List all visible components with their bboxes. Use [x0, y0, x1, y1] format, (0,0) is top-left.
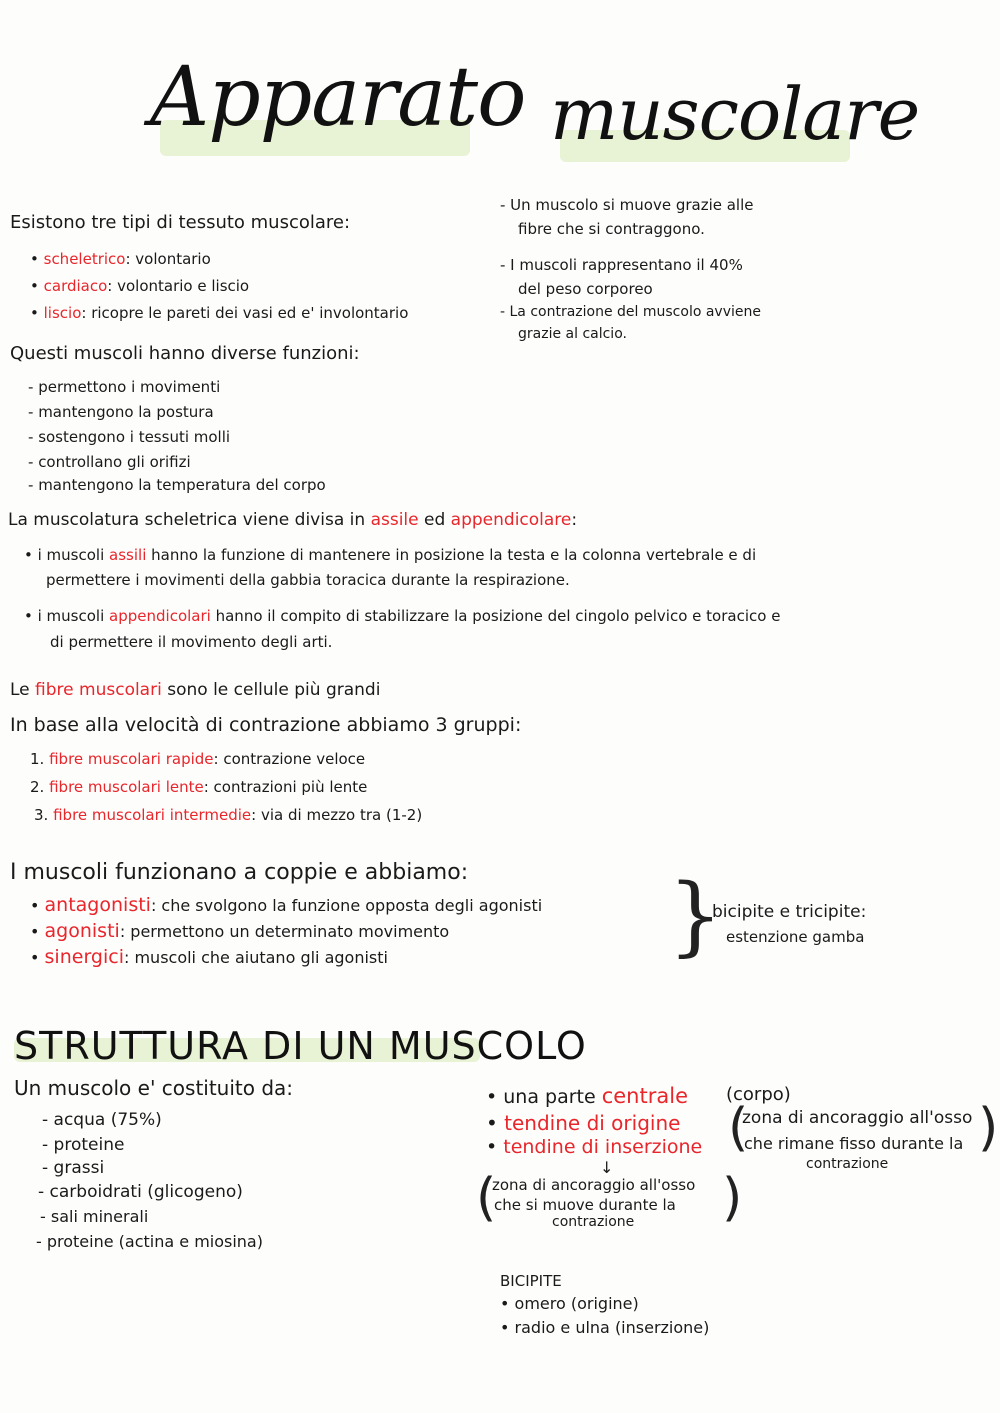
fiber-group-name: fibre muscolari rapide — [49, 750, 214, 768]
component-item: - carboidrati (glicogeno) — [38, 1182, 243, 1202]
tissue-heading: Esistono tre tipi di tessuto muscolare: — [10, 212, 351, 233]
function-item: - mantengono la postura — [28, 403, 214, 421]
side-note-line: - La contrazione del muscolo avviene — [500, 304, 761, 320]
origin-note-paren-right: ) — [978, 1098, 999, 1158]
bullet-text: hanno il compito di stabilizzare la posizione del cingolo pelvico e toracico e — [215, 607, 781, 625]
bullet-text: i muscoli — [37, 607, 105, 625]
example-item: • radio e ulna (inserzione) — [500, 1318, 709, 1337]
fibers-groups-heading: In base alla velocità di contrazione abbiamo 3 gruppi: — [10, 714, 522, 736]
fibers-text: sono le cellule più grandi — [167, 680, 381, 700]
insertion-note-line2: che si muove durante la — [494, 1196, 676, 1214]
fiber-group-item — [34, 806, 422, 824]
part-origin — [486, 1111, 680, 1135]
component-item: - acqua (75%) — [42, 1110, 162, 1130]
tissue-type-name: liscio — [43, 304, 82, 322]
appendicular-bullet-line2: di permettere il movimento degli arti. — [50, 633, 333, 651]
component-item: - proteine (actina e miosina) — [36, 1232, 263, 1251]
axial-term: assile — [370, 510, 419, 530]
fiber-group-name: fibre muscolari lente — [49, 778, 204, 796]
pair-term: agonisti — [44, 920, 120, 942]
side-note-line: - Un muscolo si muove grazie alle — [500, 196, 754, 214]
function-item: - permettono i movimenti — [28, 378, 220, 396]
part-central — [486, 1084, 688, 1108]
skeletal-intro-colon: : — [571, 510, 578, 530]
bullet-text: hanno la funzione di mantenere in posizione la testa e la colonna vertebrale e di — [151, 546, 757, 564]
component-item: - grassi — [42, 1158, 104, 1178]
fiber-group-item — [30, 750, 365, 768]
functions-heading: Questi muscoli hanno diverse funzioni: — [10, 343, 360, 364]
side-note-line: del peso corporeo — [518, 280, 653, 298]
tissue-type-smooth — [30, 304, 408, 322]
pair-term: sinergici — [44, 946, 124, 968]
part-term: centrale — [601, 1084, 688, 1108]
bullet-text: i muscoli — [37, 546, 105, 564]
fibers-text: Le — [10, 680, 30, 700]
insertion-note-paren-right: ) — [722, 1168, 743, 1228]
pair-example-line1: bicipite e tricipite: — [712, 902, 867, 922]
insertion-note-line1: zona di ancoraggio all'osso — [492, 1176, 696, 1194]
pair-example-line2: estenzione gamba — [726, 928, 865, 946]
fiber-group-num: 2. — [30, 778, 45, 796]
function-item: - controllano gli orifizi — [28, 453, 191, 471]
component-item: - sali minerali — [40, 1207, 148, 1226]
side-note-line: - I muscoli rappresentano il 40% — [500, 256, 743, 274]
structure-intro: Un muscolo e' costituito da: — [14, 1076, 294, 1100]
appendicular-term: appendicolari — [109, 607, 211, 625]
function-item: - sostengono i tessuti molli — [28, 428, 230, 446]
tissue-type-skeletal — [30, 250, 211, 268]
origin-note-paren-left: ( — [728, 1098, 749, 1158]
pair-desc: : permettono un determinato movimento — [119, 922, 450, 941]
skeletal-intro-text: La muscolatura scheletrica viene divisa in — [8, 510, 366, 530]
tissue-type-desc: : volontario — [125, 250, 211, 268]
origin-note-line1: zona di ancoraggio all'osso — [742, 1108, 973, 1128]
part-term: tendine di inserzione — [503, 1136, 703, 1158]
insertion-note-line3: contrazione — [552, 1214, 635, 1230]
axial-bullet-line2: permettere i movimenti della gabbia toracica durante la respirazione. — [46, 571, 570, 589]
example-item: • omero (origine) — [500, 1294, 639, 1313]
axial-term: assili — [109, 546, 147, 564]
pair-term: antagonisti — [44, 894, 151, 916]
part-central-note: (corpo) — [726, 1084, 791, 1105]
origin-note-line3: contrazione — [806, 1156, 889, 1172]
fibers-intro — [10, 680, 380, 700]
skeletal-intro — [8, 510, 577, 530]
curly-brace: } — [668, 866, 723, 966]
tissue-type-name: cardiaco — [43, 277, 108, 295]
fiber-group-num: 1. — [30, 750, 45, 768]
fiber-group-num: 3. — [34, 806, 49, 824]
pairs-heading: I muscoli funzionano a coppie e abbiamo: — [10, 860, 469, 885]
fiber-group-desc: : contrazioni più lente — [203, 778, 368, 796]
part-insertion — [486, 1136, 702, 1158]
page-title-word-2: muscolare — [550, 72, 920, 156]
component-item: - proteine — [42, 1135, 124, 1155]
tissue-type-desc: : ricopre le pareti dei vasi ed e' involontario — [81, 304, 409, 322]
pair-desc: : che svolgono la funzione opposta degli agonisti — [150, 896, 543, 915]
insertion-note-paren-left: ( — [476, 1168, 497, 1228]
example-heading: BICIPITE — [500, 1272, 562, 1290]
side-note-line: grazie al calcio. — [518, 326, 627, 342]
skeletal-intro-text: ed — [424, 510, 446, 530]
page-title-word-1: Apparato — [150, 50, 526, 145]
part-text: una parte — [503, 1086, 596, 1108]
pair-item — [30, 920, 449, 942]
tissue-type-cardiac — [30, 277, 249, 295]
appendicular-bullet — [24, 607, 780, 625]
axial-bullet — [24, 546, 756, 564]
arrow-down-icon: ↓ — [600, 1158, 614, 1177]
fiber-group-desc: : via di mezzo tra (1-2) — [251, 806, 423, 824]
tissue-type-desc: : volontario e liscio — [107, 277, 250, 295]
pair-desc: : muscoli che aiutano gli agonisti — [123, 948, 388, 967]
fibers-term: fibre muscolari — [35, 680, 162, 700]
structure-heading: STRUTTURA DI UN MUSCOLO — [14, 1024, 587, 1068]
appendicular-term: appendicolare — [450, 510, 572, 530]
pair-item — [30, 946, 388, 968]
fiber-group-name: fibre muscolari intermedie — [53, 806, 252, 824]
origin-note-line2: che rimane fisso durante la — [744, 1134, 964, 1153]
pair-item — [30, 894, 542, 916]
fiber-group-desc: : contrazione veloce — [213, 750, 366, 768]
part-term: tendine di origine — [504, 1111, 681, 1135]
fiber-group-item — [30, 778, 367, 796]
function-item: - mantengono la temperatura del corpo — [28, 476, 326, 494]
side-note-line: fibre che si contraggono. — [518, 220, 705, 238]
tissue-type-name: scheletrico — [43, 250, 126, 268]
